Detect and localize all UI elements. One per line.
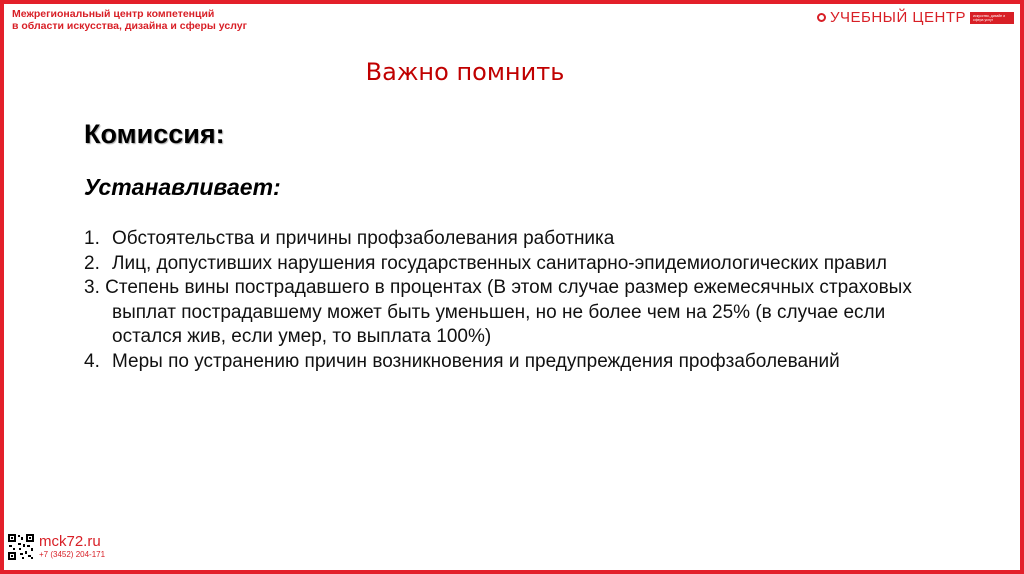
footer-contacts	[39, 534, 105, 560]
org-name-line1: Межрегиональный центр компетенций	[12, 8, 215, 20]
logo-text: УЧЕБНЫЙ ЦЕНТР	[829, 9, 966, 26]
list-item	[84, 252, 934, 277]
slide-title: Важно помнить	[365, 58, 565, 86]
slide-heading: Комиссия:	[84, 119, 225, 149]
site-link[interactable]: mck72.ru	[39, 533, 101, 550]
list-item	[84, 350, 934, 375]
org-name-line2: в области искусства, дизайна и сферы услуг	[12, 20, 247, 32]
list-item-text: Обстоятельства и причины профзаболевания работника	[112, 228, 615, 249]
qr-code-icon	[8, 534, 34, 560]
slide-subheading: Устанавливает:	[84, 174, 281, 200]
list-item	[84, 227, 934, 252]
footer	[8, 534, 105, 560]
list-item-number: 3.	[84, 277, 100, 298]
list-item	[84, 276, 934, 350]
phone-number: +7 (3452) 204-171	[39, 550, 106, 559]
establishes-list	[84, 227, 934, 374]
ring-logo-icon	[817, 13, 826, 22]
list-item-text: Меры по устранению причин возникновения и предупреждения профзаболеваний	[112, 350, 840, 372]
org-name	[12, 8, 247, 32]
list-item-number: 4.	[84, 350, 100, 372]
list-item-number: 2.	[84, 252, 100, 274]
list-item-text: Лиц, допустивших нарушения государственных санитарно-эпидемиологических правил	[112, 252, 887, 274]
list-item-text: Степень вины пострадавшего в процентах (В этом случае размер ежемесячных страховых выплат пострадавшему может быть уменьшен, но не более чем на 25% (в случае если остался жив, если умер, то выплата 100%)	[105, 277, 912, 347]
list-item-number: 1.	[84, 228, 100, 249]
brand-logo	[817, 9, 1014, 26]
logo-tagline: искусство, дизайн и сфера услуг	[970, 12, 1014, 24]
